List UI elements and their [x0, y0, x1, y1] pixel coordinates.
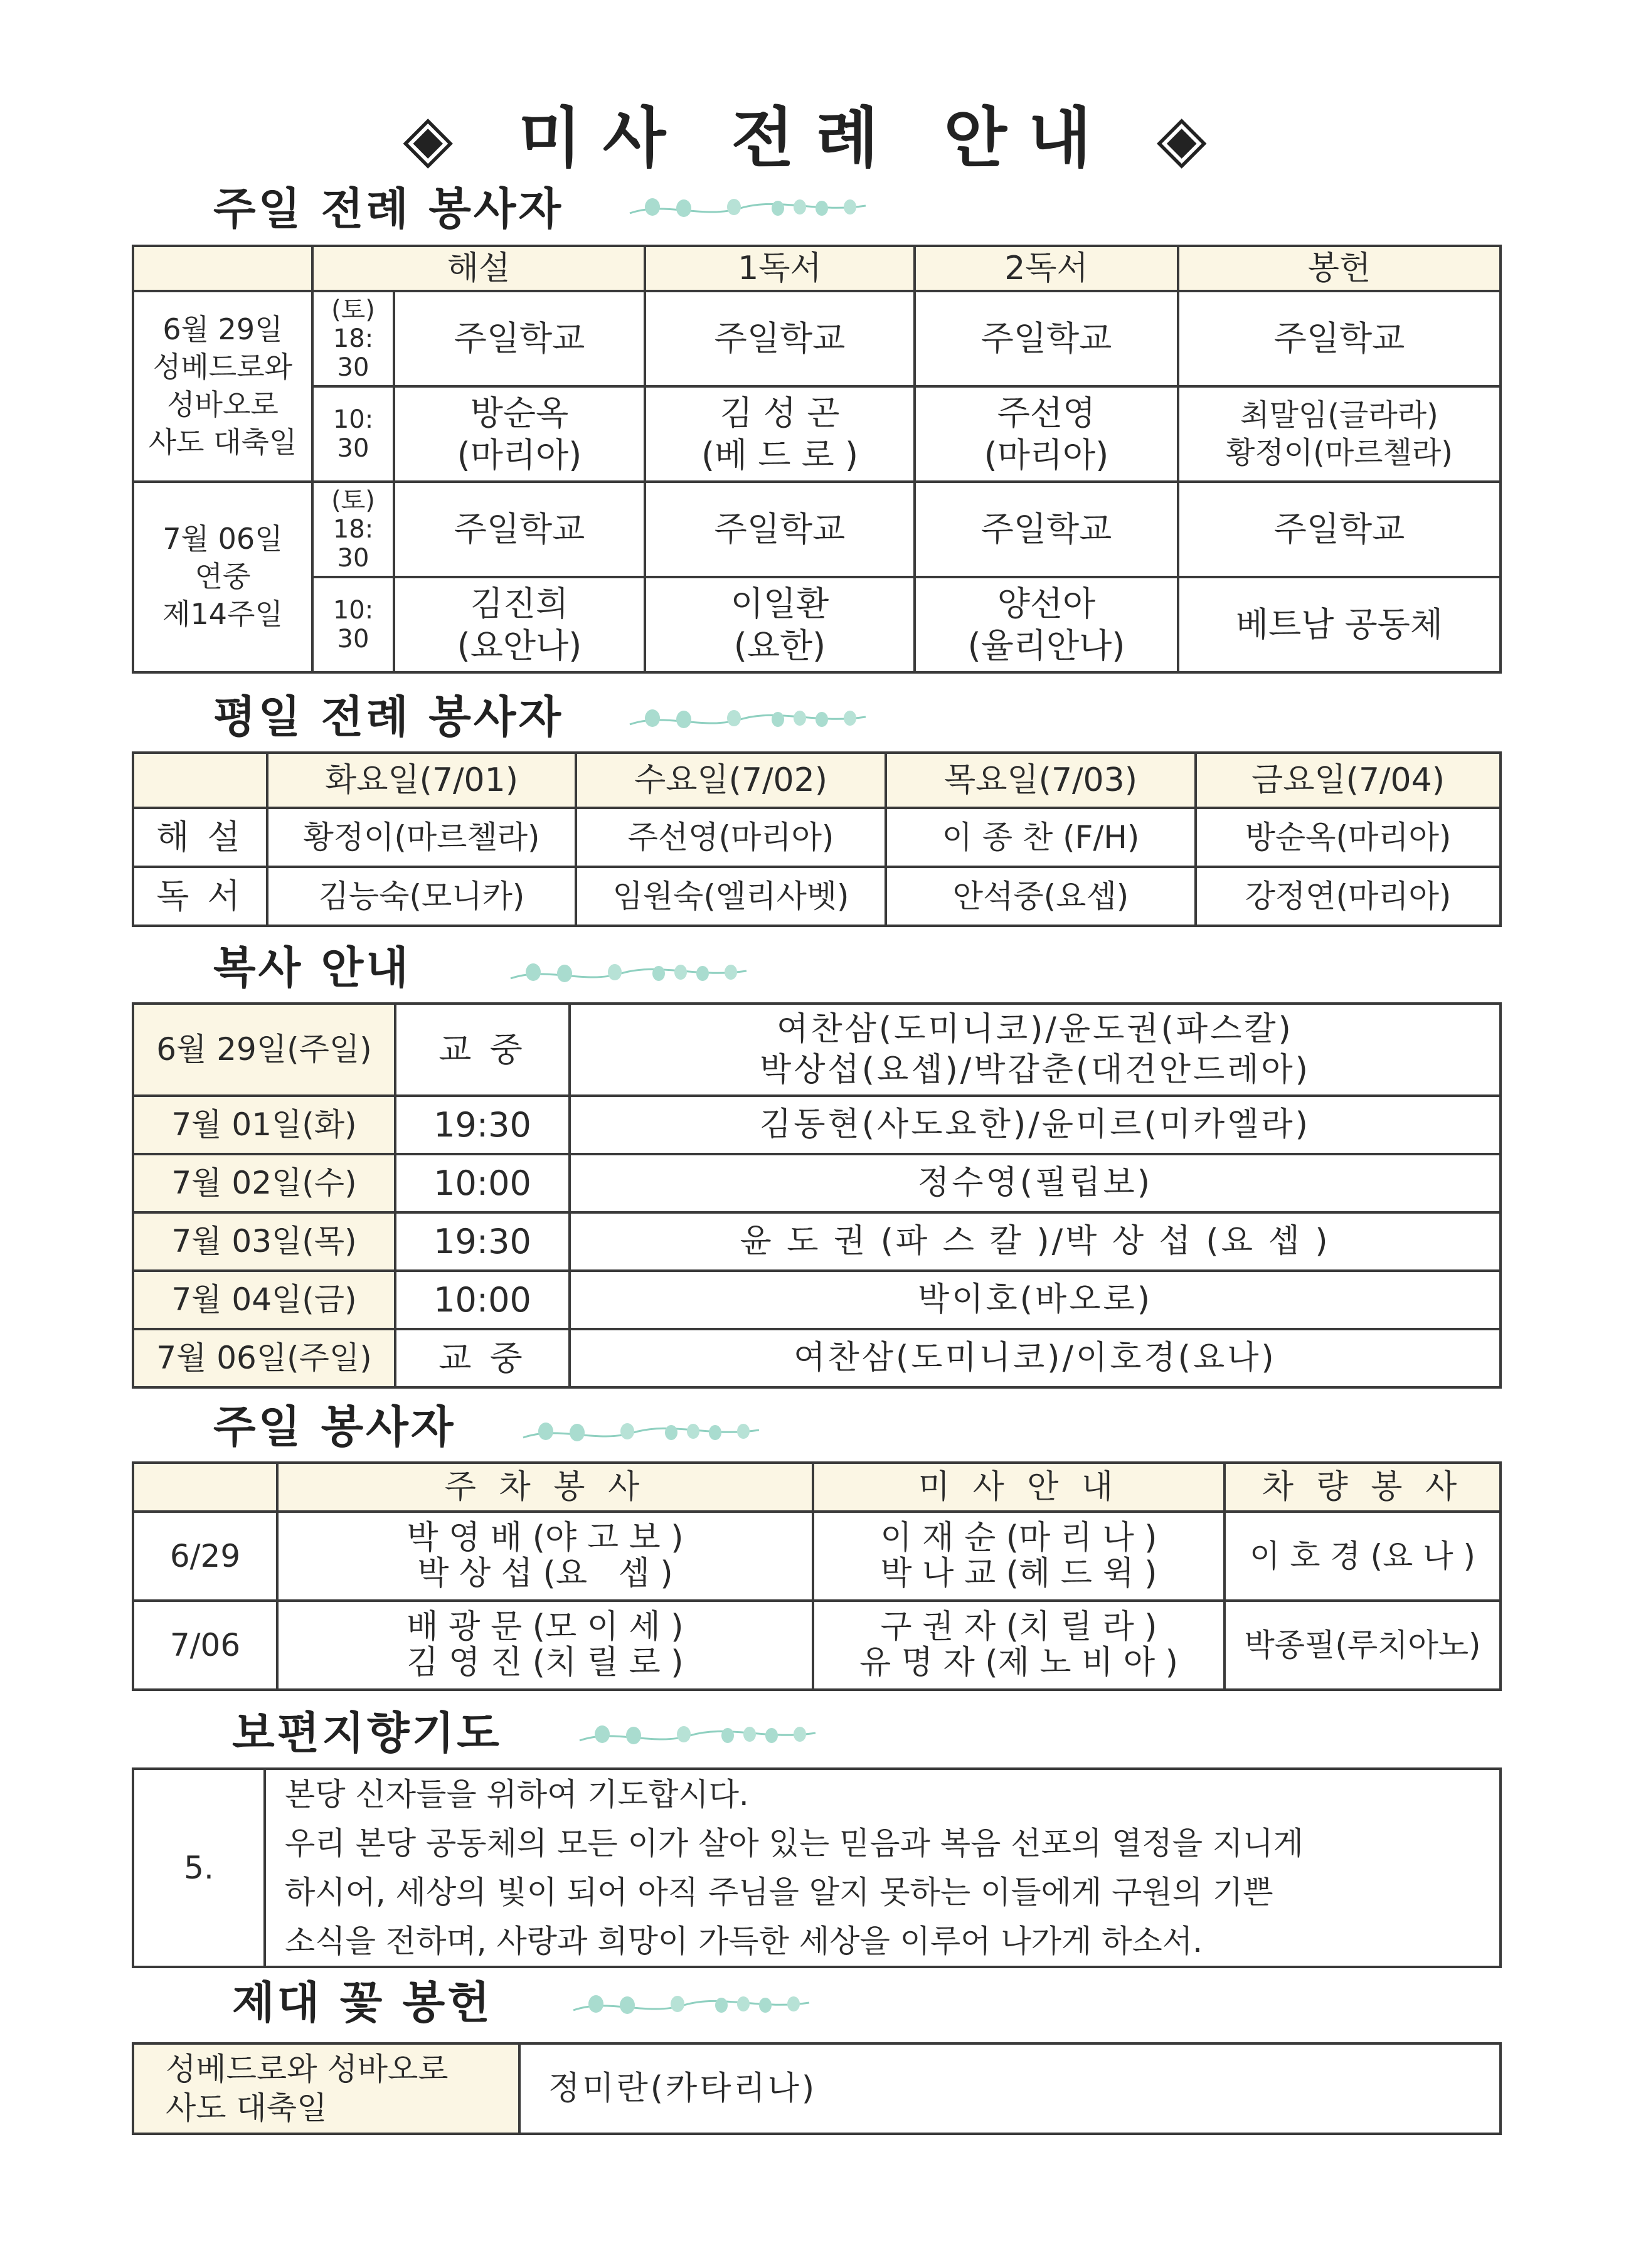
server-time: 19:30 — [395, 1096, 570, 1154]
table-cell: 주일학교 — [915, 482, 1178, 577]
header-cell: 해설 — [312, 246, 645, 291]
table-corner — [133, 753, 267, 808]
server-names: 윤 도 권 (파 스 칼 )/박 상 섭 (요 셉 ) — [570, 1212, 1501, 1271]
table-cell: 김 성 곤 (베 드 로 ) — [645, 386, 915, 482]
header-cell: 금요일(7/04) — [1196, 753, 1501, 808]
section-title-sunday-volunteers: 주일 봉사자 — [213, 1401, 456, 1453]
header-cell: 1독서 — [645, 246, 915, 291]
server-date: 7월 03일(목) — [133, 1212, 395, 1271]
header-cell: 화요일(7/01) — [267, 753, 576, 808]
server-names: 김동현(사도요한)/윤미르(미카엘라) — [570, 1096, 1501, 1154]
table-cell: 양선아 (율리안나) — [915, 577, 1178, 672]
prayer-number: 5. — [133, 1769, 265, 1967]
table-cell: 안석중(요셉) — [886, 867, 1196, 926]
header-cell: 봉헌 — [1178, 246, 1501, 291]
altar-flowers-table — [132, 2042, 1502, 2135]
row-label: 독 서 — [133, 867, 267, 926]
flowers-donor: 정미란(카타리나) — [519, 2043, 1501, 2134]
table-cell: 이일환 (요한) — [645, 577, 915, 672]
flowers-occasion: 성베드로와 성바오로 사도 대축일 — [133, 2043, 519, 2134]
server-time: 19:30 — [395, 1212, 570, 1271]
mass-time: (토) 18: 30 — [312, 482, 394, 577]
header-cell: 2독서 — [915, 246, 1178, 291]
day-label: 7월 06일 연중 제14주일 — [133, 482, 312, 672]
mass-time: 10: 30 — [312, 386, 394, 482]
section-title-altar-flowers: 제대 꽃 봉헌 — [232, 1976, 492, 2028]
table-cell: 황정이(마르첼라) — [267, 808, 576, 867]
prayer-text: 본당 신자들을 위하여 기도합시다. 우리 본당 공동체의 모든 이가 살아 있는 믿음과 복음 선포의 열정을 지니게 하시어, 세상의 빛이 되어 아직 주님을 알지 못하는 이들에게 구원의 기쁜 소식을 전하며, 사랑과 희망이 가득한 세상을 이루어 나가게 하소서. — [265, 1769, 1501, 1967]
server-date: 7월 02일(수) — [133, 1154, 395, 1212]
vehicle-volunteer: 이 호 경 (요 나 ) — [1225, 1512, 1501, 1601]
server-names: 박이호(바오로) — [570, 1271, 1501, 1329]
table-cell: 주선영 (마리아) — [915, 386, 1178, 482]
parking-volunteers: 배 광 문 (모 이 세 ) 김 영 진 (치 릴 로 ) — [277, 1601, 813, 1690]
flower-vine-icon — [627, 194, 891, 220]
table-corner — [133, 246, 312, 291]
table-cell: 주일학교 — [645, 291, 915, 386]
table-cell: 주일학교 — [1178, 482, 1501, 577]
server-date: 7월 04일(금) — [133, 1271, 395, 1329]
table-corner — [133, 1463, 277, 1512]
flower-vine-icon — [496, 960, 784, 985]
server-names: 정수영(필립보) — [570, 1154, 1501, 1212]
table-cell: 주일학교 — [394, 482, 645, 577]
section-title-sunday-liturgy: 주일 전례 봉사자 — [213, 183, 564, 235]
table-cell: 주일학교 — [645, 482, 915, 577]
table-cell: 임원숙(엘리사벳) — [576, 867, 886, 926]
sunday-volunteers-table — [132, 1461, 1502, 1691]
server-time: 교 중 — [395, 1329, 570, 1387]
row-label: 해 설 — [133, 808, 267, 867]
mass-time: 10: 30 — [312, 577, 394, 672]
header-cell: 수요일(7/02) — [576, 753, 886, 808]
server-date: 7월 06일(주일) — [133, 1329, 395, 1387]
server-time: 10:00 — [395, 1271, 570, 1329]
table-cell: 방순옥 (마리아) — [394, 386, 645, 482]
server-time: 교 중 — [395, 1004, 570, 1096]
flower-vine-icon — [577, 1722, 841, 1747]
server-names: 여찬삼(도미니코)/이호경(요나) — [570, 1329, 1501, 1387]
header-cell: 목요일(7/03) — [886, 753, 1196, 808]
sunday-liturgy-table — [132, 245, 1502, 674]
mass-time: (토) 18: 30 — [312, 291, 394, 386]
server-date: 6월 29일(주일) — [133, 1004, 395, 1096]
altar-servers-table — [132, 1002, 1502, 1389]
section-title-prayer: 보편지향기도 — [232, 1707, 502, 1759]
table-cell: 김능숙(모니카) — [267, 867, 576, 926]
server-time: 10:00 — [395, 1154, 570, 1212]
table-cell: 주일학교 — [394, 291, 645, 386]
section-title-altar-servers: 복사 안내 — [213, 941, 411, 994]
header-cell: 주 차 봉 사 — [277, 1463, 813, 1512]
table-cell: 방순옥(마리아) — [1196, 808, 1501, 867]
flower-vine-icon — [571, 1991, 834, 2016]
mass-guide-volunteers: 구 권 자 (치 릴 라 ) 유 명 자 (제 노 비 아 ) — [813, 1601, 1225, 1690]
table-cell: 강정연(마리아) — [1196, 867, 1501, 926]
table-cell: 주일학교 — [1178, 291, 1501, 386]
section-title-weekday-liturgy: 평일 전례 봉사자 — [213, 691, 564, 743]
day-label: 6월 29일 성베드로와 성바오로 사도 대축일 — [133, 291, 312, 482]
weekday-liturgy-table — [132, 751, 1502, 927]
header-cell: 차 량 봉 사 — [1225, 1463, 1501, 1512]
vehicle-volunteer: 박종필(루치아노) — [1225, 1601, 1501, 1690]
table-cell: 주선영(마리아) — [576, 808, 886, 867]
volunteer-date: 7/06 — [133, 1601, 277, 1690]
page-title: ◈ 미사 전례 안내 ◈ — [403, 99, 1228, 176]
flower-vine-icon — [627, 706, 891, 731]
table-cell: 주일학교 — [915, 291, 1178, 386]
prayer-table — [132, 1767, 1502, 1968]
header-cell: 미 사 안 내 — [813, 1463, 1225, 1512]
parking-volunteers: 박 영 배 (야 고 보 ) 박 상 섭 (요 셉 ) — [277, 1512, 813, 1601]
flower-vine-icon — [521, 1419, 784, 1444]
table-cell: 이 종 찬 (F/H) — [886, 808, 1196, 867]
table-cell: 김진희 (요안나) — [394, 577, 645, 672]
table-cell: 베트남 공동체 — [1178, 577, 1501, 672]
volunteer-date: 6/29 — [133, 1512, 277, 1601]
server-date: 7월 01일(화) — [133, 1096, 395, 1154]
table-cell: 최말임(글라라) 황정이(마르첼라) — [1178, 386, 1501, 482]
server-names: 여찬삼(도미니코)/윤도권(파스칼) 박상섭(요셉)/박갑춘(대건안드레아) — [570, 1004, 1501, 1096]
mass-guide-volunteers: 이 재 순 (마 리 나 ) 박 나 교 (헤 드 윅 ) — [813, 1512, 1225, 1601]
